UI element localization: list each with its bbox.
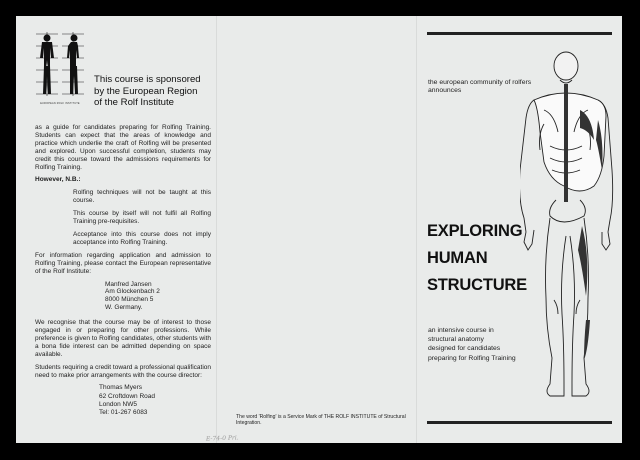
address-line: Am Glockenbach 2: [105, 288, 160, 296]
subtitle-line: preparing for Rolfing Training: [428, 354, 516, 362]
brochure-sheet: [16, 16, 622, 443]
course-description: [428, 326, 558, 363]
contact-line: London NW5: [99, 400, 137, 408]
note-item: Rolfing techniques will not be taught at this course.: [73, 189, 211, 205]
recognise-paragraph: We recognise that the course may be of interest to those engaged in or preparing for other professions. While preference is given to Rolfing candidates, other students with a bona fide interest can be admitted depending on space available.: [35, 319, 211, 358]
course-director-contact: [99, 384, 211, 417]
subtitle-line: an intensive course in: [428, 327, 494, 334]
address-line: 8000 München 5: [105, 296, 154, 304]
bottom-rule: [427, 421, 612, 424]
contact-line: Thomas Myers: [99, 384, 142, 392]
address-line: W. Germany.: [105, 304, 143, 312]
left-panel: [16, 16, 216, 443]
subtitle-line: structural anatomy: [428, 336, 484, 344]
title-line: EXPLORING: [427, 222, 523, 240]
credit-paragraph: Students requiring a credit toward a professional qualification need to make prior arrangements with the course director:: [35, 363, 211, 379]
however-heading: However, N.B.:: [35, 176, 81, 184]
course-title: [427, 218, 577, 299]
subtitle-line: designed for candidates: [428, 345, 501, 353]
cover-panel: [416, 16, 622, 443]
sponsor-statement: [94, 74, 214, 109]
title-line: HUMAN: [427, 249, 488, 267]
logo-caption: EUROPEAN ROLF INSTITUTE: [40, 102, 80, 105]
sponsor-line: by the European Region: [94, 85, 198, 97]
rolf-institute-logo-icon: [34, 30, 86, 100]
course-info-text: [35, 124, 211, 417]
service-mark-notice: The word 'Rolfing' is a Service Mark of THE ROLF INSTITUTE of Structural Integration.: [236, 414, 406, 427]
intro-paragraph: as a guide for candidates preparing for Rolfing Training. Students can expect that the areas of knowledge and practice which underlie the craft of Rolfing will be presented and explored. Upon successful completion, students may credit this course toward the admissions requirements for Rolfing Training.: [35, 124, 211, 171]
address-line: Manfred Jansen: [105, 280, 152, 288]
sponsor-line: This course is sponsored: [94, 74, 201, 85]
contact-line: 62 Croftdown Road: [99, 392, 156, 400]
pencil-annotation: E-74-0 Pri.: [205, 434, 239, 443]
note-item: This course by itself will not fulfil all Rolfing Training pre-requisites.: [73, 210, 211, 226]
info-paragraph: For information regarding application and admission to Rolfing Training, please contact the European representative of the Rolf Institute:: [35, 251, 211, 275]
note-item: Acceptance into this course does not imply acceptance into Rolfing Training.: [73, 230, 211, 246]
announce-line: the european community of rolfers: [428, 79, 532, 86]
announce-line: announces: [428, 87, 462, 95]
top-rule: [427, 32, 612, 35]
contact-line: Tel: 01-267 6083: [99, 409, 148, 417]
representative-address: [105, 281, 211, 313]
sponsor-line: of the Rolf Institute: [94, 97, 174, 108]
middle-panel: [205, 16, 416, 443]
title-line: STRUCTURE: [427, 276, 527, 294]
